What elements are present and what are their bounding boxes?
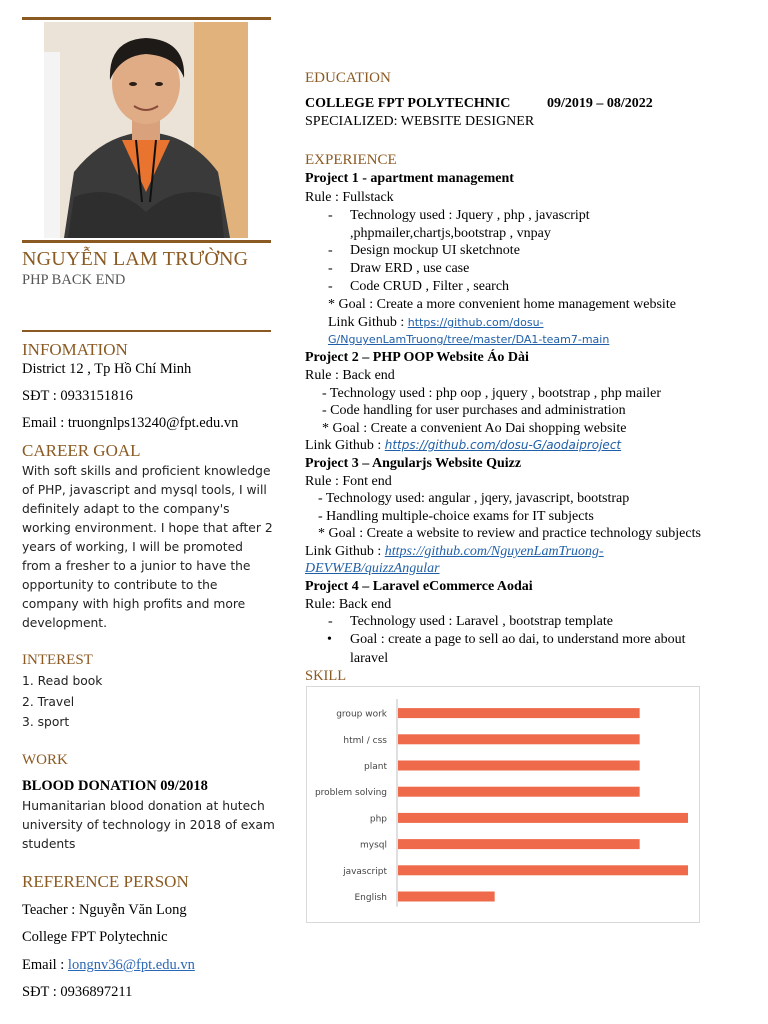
education-specialized: SPECIALIZED: WEBSITE DESIGNER <box>305 114 535 129</box>
education-school: COLLEGE FPT POLYTECHNIC <box>305 96 511 111</box>
chart-bar <box>398 708 640 718</box>
project4-bullet-2b: laravel <box>350 651 389 666</box>
project1-bullet-3: Draw ERD , use case <box>350 261 470 276</box>
project1-bullet-4: Code CRUD , Filter , search <box>350 279 510 294</box>
reference-email-label: Email : <box>22 957 68 973</box>
project3-link-row <box>305 543 604 561</box>
chart-bar <box>398 761 640 771</box>
project1-bullet-1a: Technology used : Jquery , php , javascript <box>350 208 590 223</box>
career-line: opportunity to contribute to the <box>22 578 218 592</box>
project4-rule: Rule: Back end <box>305 597 392 612</box>
project2-link-row <box>305 437 621 455</box>
info-heading: INFOMATION <box>22 340 128 359</box>
chart-bar <box>398 734 640 744</box>
project2-bullet-1: - Technology used : php oop , jquery , bootstrap , php mailer <box>322 386 661 401</box>
info-email: Email : truongnlps13240@fpt.edu.vn <box>22 415 239 431</box>
career-text <box>22 462 273 633</box>
reference-email-link[interactable]: longnv36@fpt.edu.vn <box>67 957 195 973</box>
work-text <box>22 797 275 854</box>
project3-rule: Rule : Font end <box>305 474 392 489</box>
chart-category-label: javascript <box>343 866 387 877</box>
candidate-role: PHP BACK END <box>22 272 126 288</box>
interest-list <box>22 671 102 733</box>
bullet-dot: • <box>327 632 332 647</box>
chart-bar <box>398 865 688 875</box>
profile-photo <box>44 22 248 238</box>
career-heading: CAREER GOAL <box>22 441 141 460</box>
candidate-name: NGUYỄN LAM TRƯỜNG <box>22 248 249 270</box>
project3-link-part1[interactable]: https://github.com/NguyenLamTruong- <box>384 544 604 559</box>
project1-link-part1[interactable]: https://github.com/dosu- <box>407 316 544 329</box>
experience-heading: EXPERIENCE <box>305 152 397 168</box>
project1-goal: * Goal : Create a more convenient home management website <box>328 297 676 312</box>
project2-link-label: Link Github : <box>305 438 385 453</box>
career-line: working environment. I hope that after 2 <box>22 521 273 535</box>
chart-category-label: mysql <box>360 840 387 851</box>
work-line: university of technology in 2018 of exam <box>22 818 275 832</box>
project4-bullet-1: Technology used : Laravel , bootstrap template <box>350 614 613 629</box>
project3-bullet-1: - Technology used: angular , jqery, javascript, bootstrap <box>318 491 630 506</box>
chart-bar <box>398 813 688 823</box>
interest-item: 3. sport <box>22 715 70 729</box>
interest-item: 1. Read book <box>22 674 103 688</box>
career-line: company with high profits and more <box>22 597 246 611</box>
chart-category-label: group work <box>336 709 387 720</box>
project1-link-row <box>328 314 544 332</box>
chart-category-label: html / css <box>343 735 387 746</box>
photo-divider <box>22 240 271 243</box>
reference-school: College FPT Polytechnic <box>22 929 168 945</box>
dash-bullet: - <box>328 261 333 276</box>
dash-bullet: - <box>328 243 333 258</box>
project1-link-label: Link Github : <box>328 315 408 330</box>
chart-category-label: plant <box>364 762 387 772</box>
project3-title: Project 3 – Angularjs Website Quizz <box>305 456 522 471</box>
career-line: years of working, I will be promoted <box>22 540 243 554</box>
project3-link-part2[interactable]: DEVWEB/quizzAngular <box>305 561 440 576</box>
project1-bullet-1b: ,phpmailer,chartjs,bootstrap , vnpay <box>350 226 551 241</box>
project4-title: Project 4 – Laravel eCommerce Aodai <box>305 579 533 594</box>
skill-bar-chart <box>307 687 701 924</box>
project4-bullet-2a: Goal : create a page to sell ao dai, to understand more about <box>350 632 686 647</box>
education-heading: EDUCATION <box>305 70 391 86</box>
chart-category-label: php <box>369 814 387 825</box>
project3-bullet-2: - Handling multiple-choice exams for IT subjects <box>318 509 594 524</box>
project1-rule: Rule : Fullstack <box>305 190 394 205</box>
education-period: 09/2019 – 08/2022 <box>547 96 653 111</box>
reference-teacher: Teacher : Nguyễn Văn Long <box>22 902 187 918</box>
dash-bullet: - <box>328 614 333 629</box>
chart-bar <box>398 892 495 902</box>
dash-bullet: - <box>328 208 333 223</box>
project1-title: Project 1 - apartment management <box>305 171 514 186</box>
work-line: students <box>22 837 76 851</box>
career-line: of PHP, javascript and mysql tools, I will <box>22 483 267 497</box>
work-heading: WORK <box>22 752 68 768</box>
person-portrait-icon <box>44 22 248 238</box>
career-line: from a fresher to a junior to have the <box>22 559 251 573</box>
career-line: With soft skills and proficient knowledge <box>22 464 271 478</box>
reference-email-row <box>22 957 195 974</box>
project2-goal: * Goal : Create a convenient Ao Dai shopping website <box>322 421 627 436</box>
chart-category-label: problem solving <box>314 788 387 799</box>
project2-bullet-2: - Code handling for user purchases and administration <box>322 403 626 418</box>
project2-title: Project 2 – PHP OOP Website Áo Dài <box>305 350 529 365</box>
reference-phone: SĐT : 0936897211 <box>22 984 133 1000</box>
chart-category-label: English <box>354 893 387 903</box>
reference-heading: REFERENCE PERSON <box>22 872 189 891</box>
project3-link-label: Link Github : <box>305 544 385 559</box>
project2-rule: Rule : Back end <box>305 368 395 383</box>
section-divider <box>22 330 271 332</box>
project3-goal: * Goal : Create a website to review and practice technology subjects <box>318 526 701 541</box>
work-title: BLOOD DONATION 09/2018 <box>22 778 208 794</box>
dash-bullet: - <box>328 279 333 294</box>
skill-chart <box>306 686 700 923</box>
info-phone: SĐT : 0933151816 <box>22 388 133 404</box>
chart-bar <box>398 839 640 849</box>
interest-heading: INTEREST <box>22 652 93 668</box>
career-line: definitely adapt to the company's <box>22 502 230 516</box>
interest-item: 2. Travel <box>22 694 75 709</box>
work-line: Humanitarian blood donation at hutech <box>22 799 265 813</box>
chart-bar <box>398 787 640 797</box>
top-divider <box>22 17 271 20</box>
project1-bullet-2: Design mockup UI sketchnote <box>350 243 520 258</box>
career-line: development. <box>22 616 108 630</box>
info-address: District 12 , Tp Hồ Chí Minh <box>22 361 192 377</box>
skill-heading: SKILL <box>305 668 347 684</box>
project1-link-part2[interactable]: G/NguyenLamTruong/tree/master/DA1-team7-main <box>328 333 610 346</box>
project2-link[interactable]: https://github.com/dosu-G/aodaiproject <box>384 438 622 452</box>
